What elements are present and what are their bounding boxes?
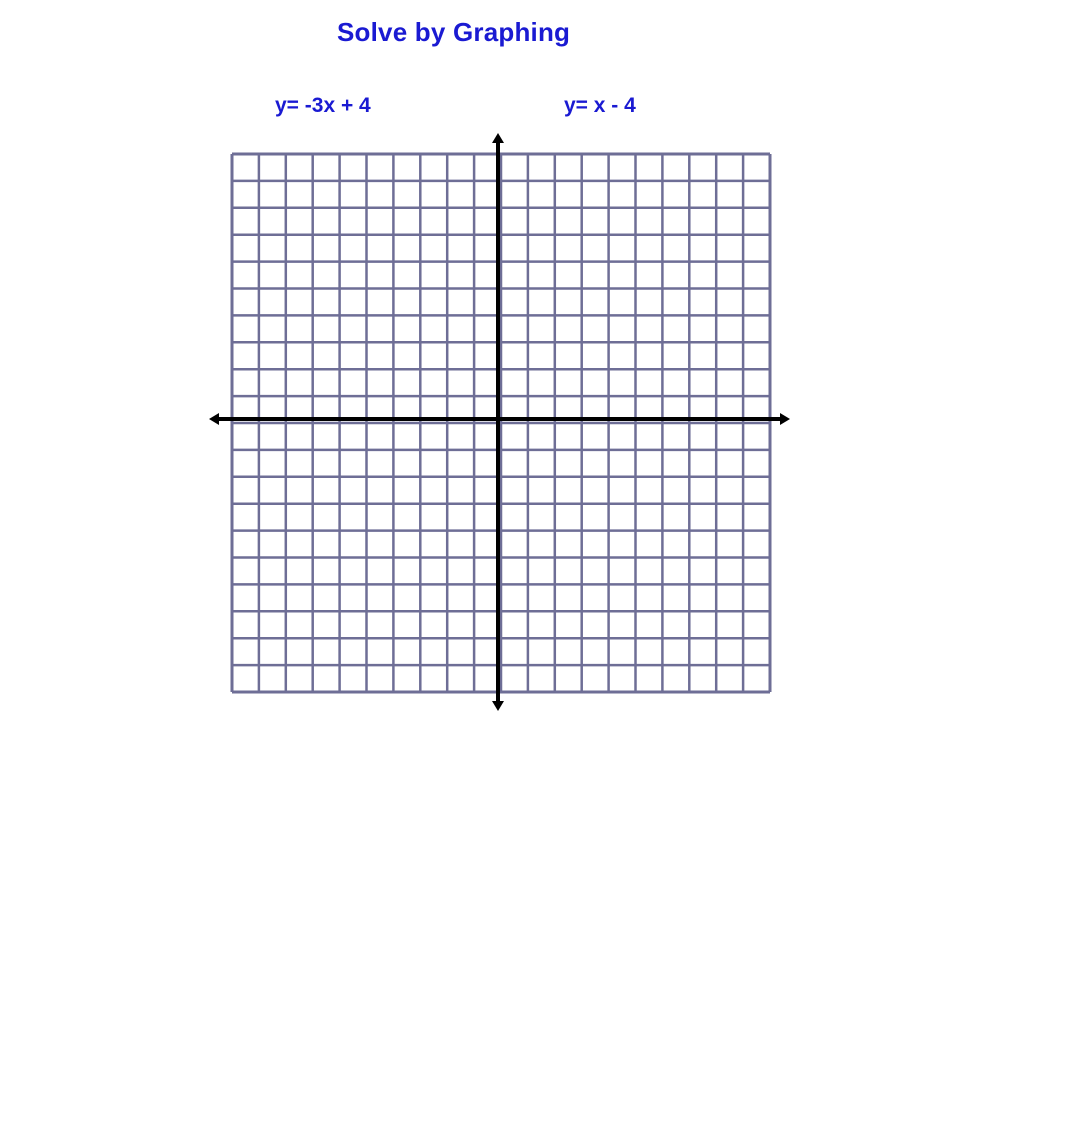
worksheet-title: Solve by Graphing [337,17,571,47]
x-axis-right-arrow [780,413,790,425]
equation-1: y= -3x + 4 [275,94,371,117]
y-axis-top-arrow [492,133,504,143]
equation-2: y= x - 4 [564,94,636,117]
y-axis-bottom-arrow [492,701,504,711]
x-axis-left-arrow [209,413,219,425]
grid-lines [232,154,770,692]
